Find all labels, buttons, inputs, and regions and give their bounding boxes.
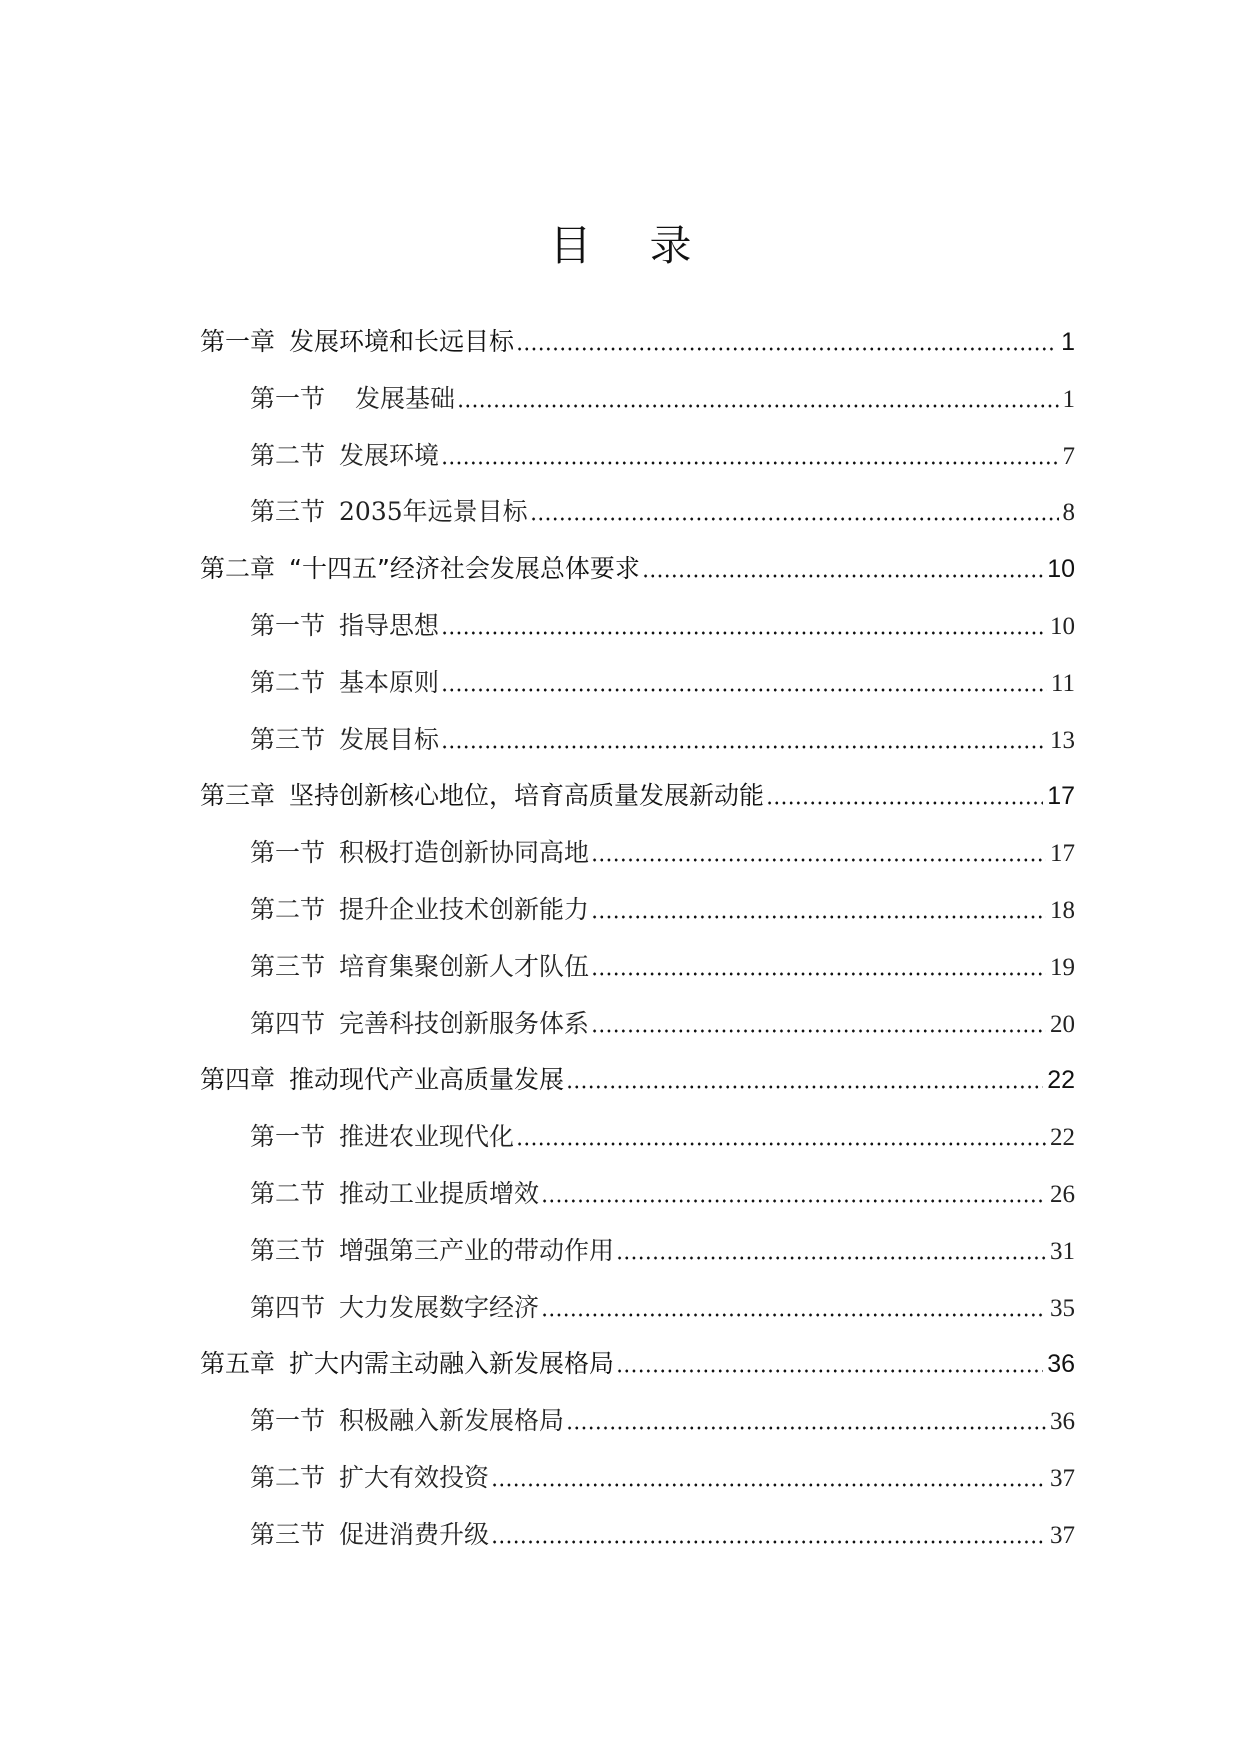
section-number: 第一节 bbox=[250, 1406, 326, 1436]
toc-section-entry[interactable] bbox=[250, 890, 1075, 926]
section-number: 第二节 bbox=[250, 1463, 326, 1492]
section-number: 第三节 bbox=[250, 951, 326, 981]
page-number: 35 bbox=[1050, 1294, 1075, 1322]
section-title: 发展基础 bbox=[355, 383, 456, 413]
toc-section-entry[interactable] bbox=[250, 436, 1075, 472]
toc-section-entry[interactable] bbox=[250, 1231, 1075, 1267]
toc-section-entry[interactable] bbox=[250, 1458, 1075, 1494]
chapter-title: 坚持创新核心地位，培育高质量发展新动能 bbox=[289, 781, 765, 811]
dot-leader bbox=[441, 461, 1058, 465]
page-number: 36 bbox=[1050, 1408, 1075, 1436]
toc-section-entry[interactable] bbox=[250, 379, 1075, 415]
page-number: 10 bbox=[1050, 613, 1075, 640]
section-number: 第三节 bbox=[250, 497, 326, 527]
page-number: 22 bbox=[1047, 1066, 1075, 1095]
toc-section-entry[interactable] bbox=[250, 947, 1075, 983]
title-char-2: 录 bbox=[649, 221, 692, 270]
section-title: 扩大有效投资 bbox=[339, 1463, 490, 1492]
toc-section-entry[interactable] bbox=[250, 606, 1075, 642]
page-number: 19 bbox=[1050, 953, 1075, 981]
section-number: 第四节 bbox=[250, 1292, 326, 1322]
page-number: 1 bbox=[1061, 328, 1075, 356]
page-number: 20 bbox=[1050, 1010, 1075, 1038]
section-number: 第二节 bbox=[250, 440, 326, 470]
section-number: 第二节 bbox=[250, 895, 326, 924]
title-char-1: 目 bbox=[549, 221, 592, 270]
dot-leader bbox=[591, 915, 1046, 919]
dot-leader bbox=[766, 801, 1043, 805]
section-number: 第二节 bbox=[250, 1179, 326, 1208]
section-title: 积极融入新发展格局 bbox=[339, 1406, 565, 1436]
dot-leader bbox=[491, 1540, 1046, 1544]
dot-leader bbox=[441, 631, 1046, 635]
page-number: 10 bbox=[1047, 555, 1075, 584]
section-number: 第二节 bbox=[250, 667, 326, 697]
section-number: 第一节 bbox=[250, 1122, 326, 1152]
page-number: 31 bbox=[1050, 1237, 1075, 1265]
toc-section-entry[interactable] bbox=[250, 833, 1075, 869]
section-number: 第三节 bbox=[250, 724, 326, 754]
dot-leader bbox=[541, 1199, 1046, 1203]
page-number: 1 bbox=[1062, 385, 1075, 413]
page-number: 11 bbox=[1050, 669, 1075, 697]
dot-leader bbox=[457, 404, 1058, 408]
dot-leader bbox=[591, 1029, 1046, 1033]
section-title: 提升企业技术创新能力 bbox=[339, 895, 590, 924]
page-number: 7 bbox=[1062, 442, 1075, 470]
dot-leader bbox=[441, 688, 1047, 692]
dot-leader bbox=[591, 972, 1046, 976]
dot-leader bbox=[516, 347, 1057, 351]
toc-section-entry[interactable] bbox=[250, 1515, 1075, 1551]
section-title: 完善科技创新服务体系 bbox=[339, 1008, 590, 1038]
toc-chapter-entry[interactable] bbox=[200, 1060, 1075, 1096]
toc-section-entry[interactable] bbox=[250, 1401, 1075, 1437]
section-title: 大力发展数字经济 bbox=[339, 1292, 540, 1322]
section-title: 培育集聚创新人才队伍 bbox=[339, 951, 590, 981]
section-number: 第一节 bbox=[250, 838, 326, 868]
dot-leader bbox=[491, 1483, 1046, 1487]
toc-section-entry[interactable] bbox=[250, 1117, 1075, 1153]
chapter-number: 第二章 bbox=[200, 554, 276, 584]
section-title: 基本原则 bbox=[339, 667, 440, 697]
section-number: 第一节 bbox=[250, 611, 326, 640]
toc-section-entry[interactable] bbox=[250, 1288, 1075, 1324]
toc-section-entry[interactable] bbox=[250, 1174, 1075, 1210]
section-title: 发展目标 bbox=[339, 724, 440, 754]
section-title: 2035年远景目标 bbox=[339, 497, 528, 527]
page-title bbox=[0, 218, 1241, 274]
chapter-title: 发展环境和长远目标 bbox=[289, 327, 515, 356]
page-number: 22 bbox=[1050, 1124, 1075, 1152]
section-number: 第三节 bbox=[250, 1235, 326, 1265]
section-number: 第三节 bbox=[250, 1519, 326, 1549]
section-number: 第一节 bbox=[250, 383, 326, 413]
page-number: 37 bbox=[1050, 1465, 1075, 1492]
section-title: 推进农业现代化 bbox=[339, 1122, 515, 1152]
toc-section-entry[interactable] bbox=[250, 1004, 1075, 1040]
page-number: 13 bbox=[1050, 726, 1075, 754]
toc-chapter-entry[interactable] bbox=[200, 549, 1075, 585]
page-number: 17 bbox=[1047, 782, 1075, 811]
section-title: 推动工业提质增效 bbox=[339, 1179, 540, 1208]
section-title: 促进消费升级 bbox=[339, 1519, 490, 1549]
page-number: 17 bbox=[1050, 840, 1075, 868]
page-number: 37 bbox=[1050, 1521, 1075, 1549]
dot-leader bbox=[530, 517, 1059, 521]
toc-chapter-entry[interactable] bbox=[200, 776, 1075, 812]
toc-chapter-entry[interactable] bbox=[200, 322, 1075, 358]
page-number: 26 bbox=[1050, 1181, 1075, 1208]
dot-leader bbox=[441, 745, 1046, 749]
dot-leader bbox=[566, 1085, 1043, 1089]
toc-chapter-entry[interactable] bbox=[200, 1344, 1075, 1380]
dot-leader bbox=[616, 1369, 1043, 1373]
section-title: 增强第三产业的带动作用 bbox=[339, 1235, 615, 1265]
toc-section-entry[interactable] bbox=[250, 720, 1075, 756]
dot-leader bbox=[516, 1142, 1046, 1146]
page-number: 8 bbox=[1062, 499, 1075, 527]
chapter-number: 第一章 bbox=[200, 327, 276, 356]
chapter-title: “十四五”经济社会发展总体要求 bbox=[289, 554, 640, 584]
section-title: 积极打造创新协同高地 bbox=[339, 838, 590, 868]
dot-leader bbox=[541, 1313, 1046, 1317]
dot-leader bbox=[566, 1426, 1046, 1430]
chapter-number: 第四章 bbox=[200, 1065, 276, 1095]
toc-section-entry[interactable] bbox=[250, 492, 1075, 528]
section-title: 指导思想 bbox=[339, 611, 440, 640]
dot-leader bbox=[591, 858, 1046, 862]
chapter-number: 第五章 bbox=[200, 1349, 276, 1379]
chapter-title: 推动现代产业高质量发展 bbox=[289, 1065, 565, 1095]
chapter-number: 第三章 bbox=[200, 781, 276, 811]
dot-leader bbox=[616, 1256, 1046, 1260]
section-title: 发展环境 bbox=[339, 440, 440, 470]
page-number: 18 bbox=[1050, 897, 1075, 924]
page-number: 36 bbox=[1047, 1350, 1075, 1379]
chapter-title: 扩大内需主动融入新发展格局 bbox=[289, 1349, 615, 1379]
section-number: 第四节 bbox=[250, 1008, 326, 1038]
toc-section-entry[interactable] bbox=[250, 663, 1075, 699]
dot-leader bbox=[642, 574, 1043, 578]
